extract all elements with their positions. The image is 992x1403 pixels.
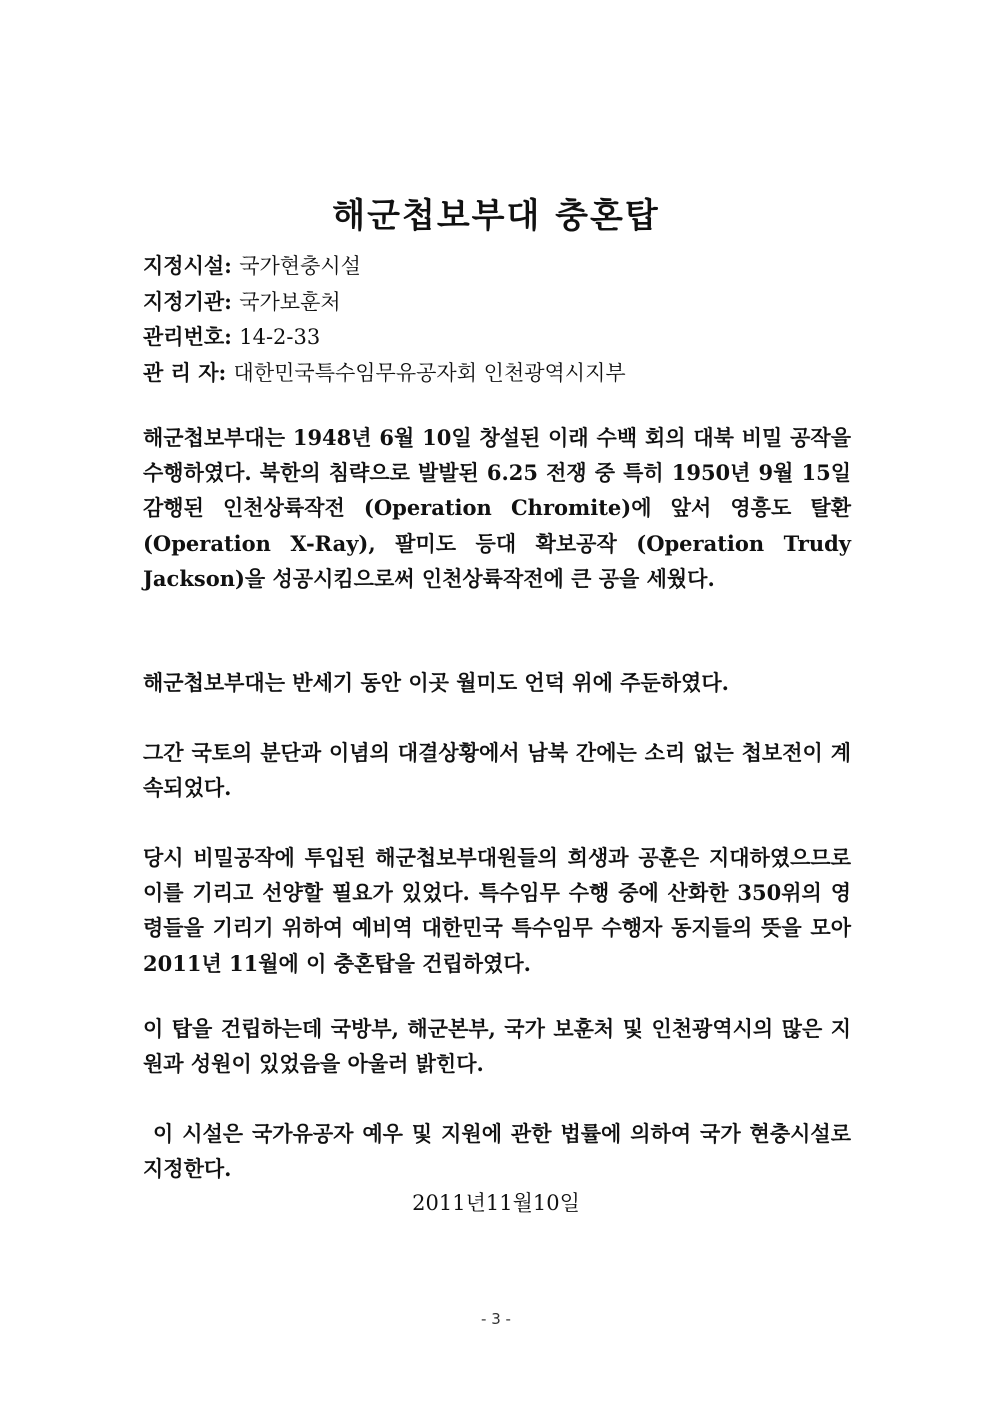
designation-info xyxy=(143,248,863,390)
agency-label: 지정기관: xyxy=(143,288,232,314)
designation-label: 지정시설: xyxy=(143,253,232,278)
management-number-row xyxy=(143,319,863,355)
designation-row xyxy=(143,248,863,284)
document-date: 2011년11월10일 xyxy=(412,1191,580,1215)
paragraph-stationed: 해군첩보부대는 반세기 동안 이곳 월미도 언덕 위에 주둔하였다. xyxy=(143,670,729,695)
paragraph-support: 이 탑을 건립하는데 국방부, 해군본부, 국가 보훈처 및 인천광역시의 많은 지원과 성원이 있었음을 아울러 밝힌다. xyxy=(143,1016,851,1077)
manager-row xyxy=(143,355,863,391)
manager-value: 대한민국특수임무유공자회 인천광역시지부 xyxy=(233,360,626,385)
paragraph-designation: 이 시설은 국가유공자 예우 및 지원에 관한 법률에 의하여 국가 현충시설로 지정한다. xyxy=(143,1121,851,1182)
page-number: - 3 - xyxy=(481,1310,511,1328)
agency-row xyxy=(143,284,863,320)
management-number-label: 관리번호: xyxy=(143,324,232,349)
paragraph-espionage: 그간 국토의 분단과 이념의 대결상황에서 남북 간에는 소리 없는 첩보전이 계속되었다. xyxy=(143,740,851,801)
document-title: 해군첩보부대 충혼탑 xyxy=(332,196,660,236)
manager-label: 관 리 자: xyxy=(143,359,227,385)
agency-value: 국가보훈처 xyxy=(239,289,341,314)
designation-value: 국가현충시설 xyxy=(239,254,361,278)
management-number-value: 14-2-33 xyxy=(239,325,321,349)
paragraph-memorial: 당시 비밀공작에 투입된 해군첩보부대원들의 희생과 공훈은 지대하였으므로 이를 기리고 선양할 필요가 있었다. 특수임무 수행 중에 산화한 350위의 영령들을 기리기 위하여 예비역 대한민국 특수임무 수행자 동지들의 뜻을 모아 2011년 11월에 이 충혼탑을 건립하였다. xyxy=(143,845,851,976)
paragraph-history: 해군첩보부대는 1948년 6월 10일 창설된 이래 수백 회의 대북 비밀 공작을 수행하였다. 북한의 침략으로 발발된 6.25 전쟁 중 특히 1950년 9월 15일 감행된 인천상륙작전 (Operation Chromite)에 앞서 영흥도 탈환 (Operation X-Ray), 팔미도 등대 확보공작 (Operation Trudy Jackson)을 성공시킴으로써 인천상륙작전에 큰 공을 세웠다. xyxy=(143,425,851,591)
